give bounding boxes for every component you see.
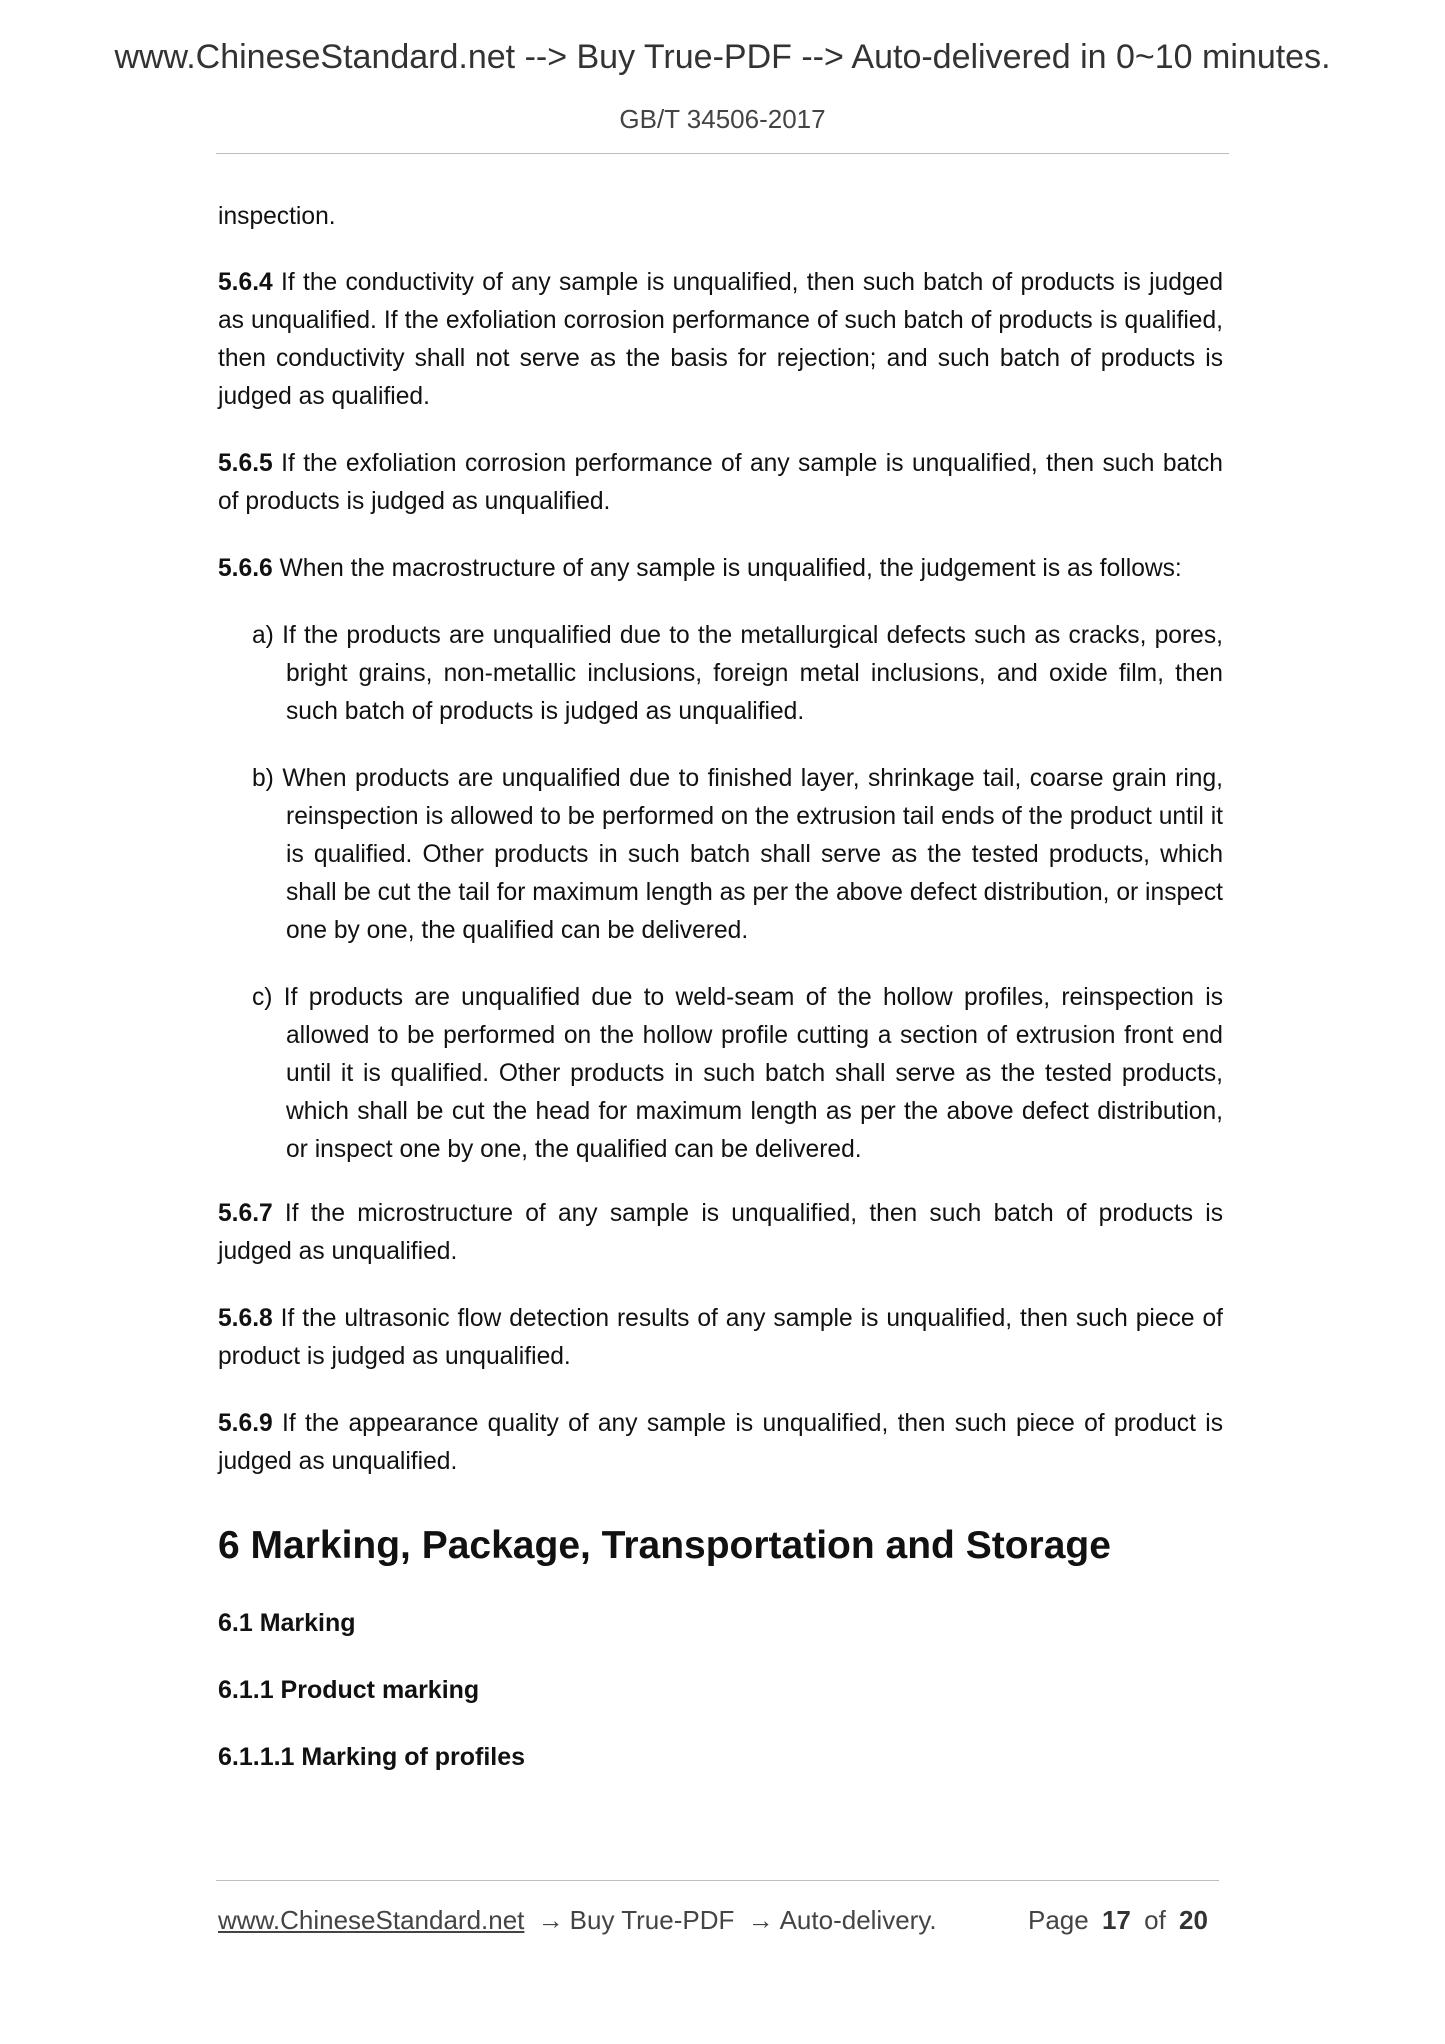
continuation-text: inspection. — [218, 203, 336, 230]
section-heading: 6 Marking, Package, Transportation and Storage — [218, 1524, 1111, 1567]
clause-5-6-8 — [218, 1300, 1223, 1376]
list-item-c — [218, 979, 1223, 1169]
clause-text: If the conductivity of any sample is unqualified, then such batch of products is judged as unqualified. If the exfoliation corrosion performance of such batch of products is qualified, then conductivity shall not serve as the basis for rejection; and such batch of products is judged as qualified. — [218, 269, 1223, 410]
page-indicator — [1028, 1905, 1214, 1936]
clause-5-6-6 — [218, 550, 1223, 588]
top-banner: www.ChineseStandard.net --> Buy True-PDF --> Auto-delivered in 0~10 minutes. — [114, 38, 1331, 76]
buy-pdf-text: Buy True-PDF — [569, 1905, 735, 1935]
website-link[interactable]: www.ChineseStandard.net — [218, 1905, 525, 1935]
header-divider — [216, 153, 1229, 154]
clause-number: 5.6.9 — [218, 1410, 273, 1437]
subsection-heading-6-1-1-1: 6.1.1.1 Marking of profiles — [218, 1743, 526, 1771]
subsection-heading-6-1-1: 6.1.1 Product marking — [218, 1676, 480, 1704]
list-text: When products are unqualified due to finished layer, shrinkage tail, coarse grain ring, reinspection is allowed to be performed on the extrusion tail ends of the product until it is qualified. Other products in such batch shall serve as the tested products, which shall be cut the tail for maximum length as per the above defect distribution, or inspect one by one, the qualified can be delivered. — [282, 765, 1223, 944]
of-label: of — [1144, 1905, 1166, 1935]
clause-number: 5.6.5 — [218, 450, 273, 477]
list-item-a — [218, 617, 1223, 731]
list-text: If products are unqualified due to weld-seam of the hollow profiles, reinspection is allowed to be performed on the hollow profile cutting a section of extrusion front end until it is qualified. Other products in such batch shall serve as the tested products, which shall be cut the head for maximum length as per the above defect distribution, or inspect one by one, the qualified can be delivered. — [283, 984, 1223, 1163]
clause-text: When the macrostructure of any sample is unqualified, the judgement is as follows: — [279, 555, 1182, 582]
clause-number: 5.6.7 — [218, 1200, 273, 1227]
list-text: If the products are unqualified due to the metallurgical defects such as cracks, pores, bright grains, non-metallic inclusions, foreign metal inclusions, and oxide film, then such batch of products is judged as unqualified. — [282, 622, 1223, 725]
clause-5-6-4 — [218, 264, 1223, 416]
list-item-b — [218, 760, 1223, 950]
clause-5-6-5 — [218, 445, 1223, 521]
clause-5-6-9 — [218, 1405, 1223, 1481]
list-marker: c) — [252, 984, 273, 1011]
clause-text: If the appearance quality of any sample is unqualified, then such piece of product is judged as unqualified. — [218, 1410, 1223, 1475]
clause-number: 5.6.4 — [218, 269, 273, 296]
list-marker: a) — [252, 622, 274, 649]
clause-number: 5.6.6 — [218, 555, 273, 582]
clause-5-6-7 — [218, 1195, 1223, 1271]
clause-text: If the microstructure of any sample is unqualified, then such batch of products is judged as unqualified. — [218, 1200, 1223, 1265]
page-total: 20 — [1179, 1905, 1208, 1935]
clause-text: If the exfoliation corrosion performance of any sample is unqualified, then such batch of products is judged as unqualified. — [218, 450, 1223, 515]
arrow-right-icon: → — [747, 1905, 774, 1935]
page-footer — [218, 1905, 1223, 1936]
clause-number: 5.6.8 — [218, 1305, 273, 1332]
footer-divider — [216, 1880, 1219, 1881]
document-id: GB/T 34506-2017 — [619, 104, 826, 134]
subsection-heading-6-1: 6.1 Marking — [218, 1609, 356, 1637]
arrow-right-icon: → — [537, 1905, 564, 1935]
clause-text: If the ultrasonic flow detection results of any sample is unqualified, then such piece of product is judged as unqualified. — [218, 1305, 1223, 1370]
page-label: Page — [1028, 1905, 1089, 1935]
page-content — [218, 198, 1223, 1805]
page-current: 17 — [1101, 1905, 1131, 1935]
list-marker: b) — [252, 765, 274, 792]
delivery-text: Auto-delivery. — [779, 1905, 937, 1935]
